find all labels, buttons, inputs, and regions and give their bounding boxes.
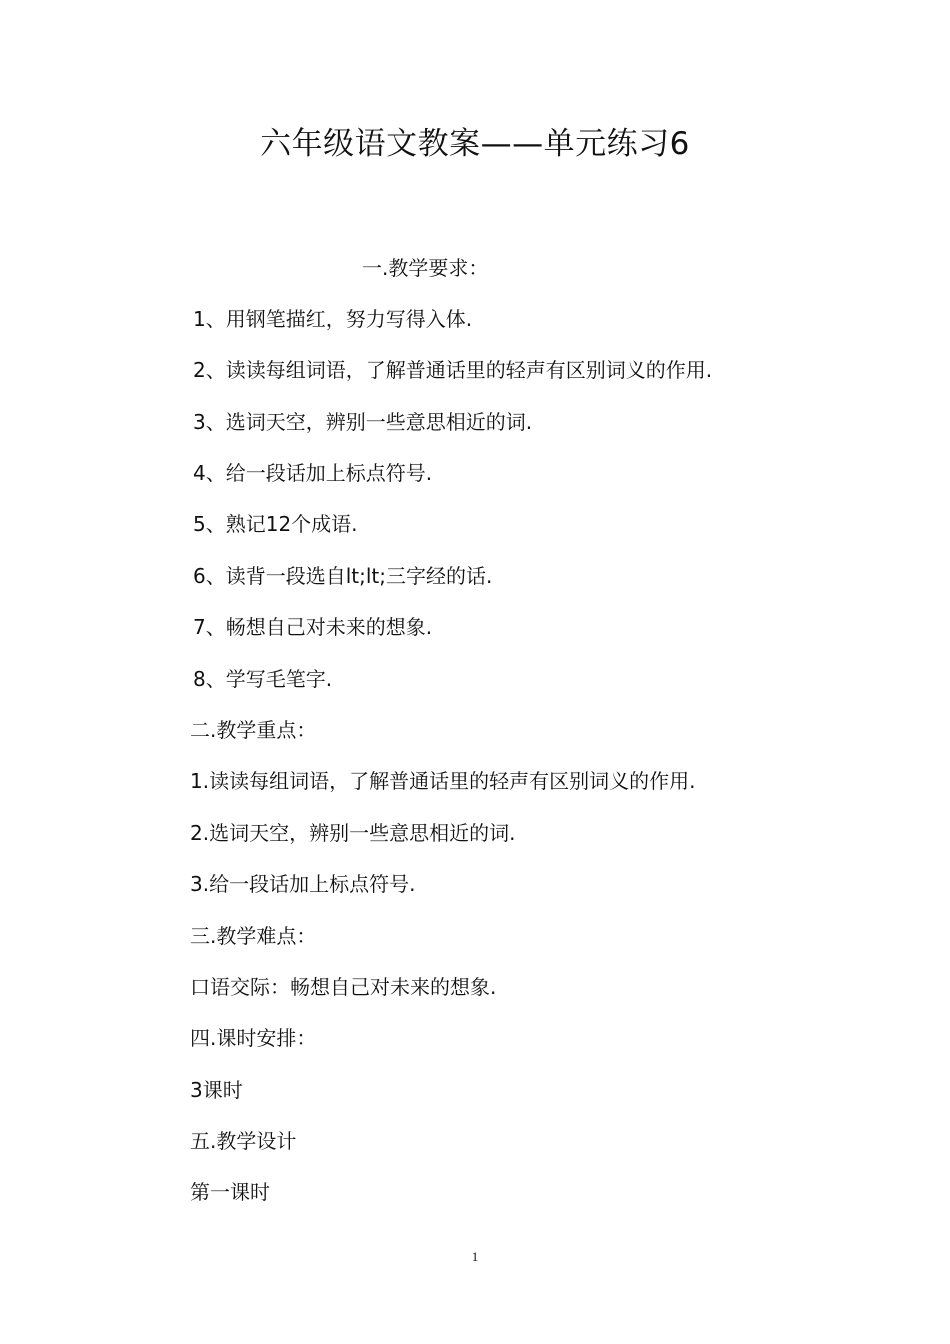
difficulty-heading: 三.教学难点： [190,924,317,948]
first-lesson-heading: 第一课时 [190,1180,270,1204]
requirement-item-3: 3、选词天空，辨别一些意思相近的词. [193,410,533,434]
focus-item-1: 1.读读每组词语，了解普通话里的轻声有区别词义的作用. [190,769,696,793]
difficulty-text: 口语交际：畅想自己对未来的想象. [190,975,497,999]
requirement-item-4: 4、给一段话加上标点符号. [193,461,433,485]
focus-item-2: 2.选词天空，辨别一些意思相近的词. [190,821,516,845]
document-title: 六年级语文教案——单元练习6 [260,126,690,162]
schedule-text: 3课时 [190,1078,243,1102]
requirement-item-8: 8、学写毛笔字. [193,667,333,691]
focus-item-3: 3.给一段话加上标点符号. [190,872,416,896]
schedule-heading: 四.课时安排： [190,1026,317,1050]
requirement-item-7: 7、畅想自己对未来的想象. [193,615,433,639]
page-number: 1 [471,1249,479,1264]
requirement-item-6: 6、读背一段选自lt;lt;三字经的话. [193,564,493,588]
requirement-item-5: 5、熟记12个成语. [193,512,358,536]
requirement-item-2: 2、读读每组词语，了解普通话里的轻声有区别词义的作用. [193,358,713,382]
focus-heading: 二.教学重点： [190,718,317,742]
design-heading: 五.教学设计 [190,1129,297,1153]
requirement-item-1: 1、用钢笔描红，努力写得入体. [193,307,473,331]
requirements-heading: 一.教学要求： [362,256,489,280]
